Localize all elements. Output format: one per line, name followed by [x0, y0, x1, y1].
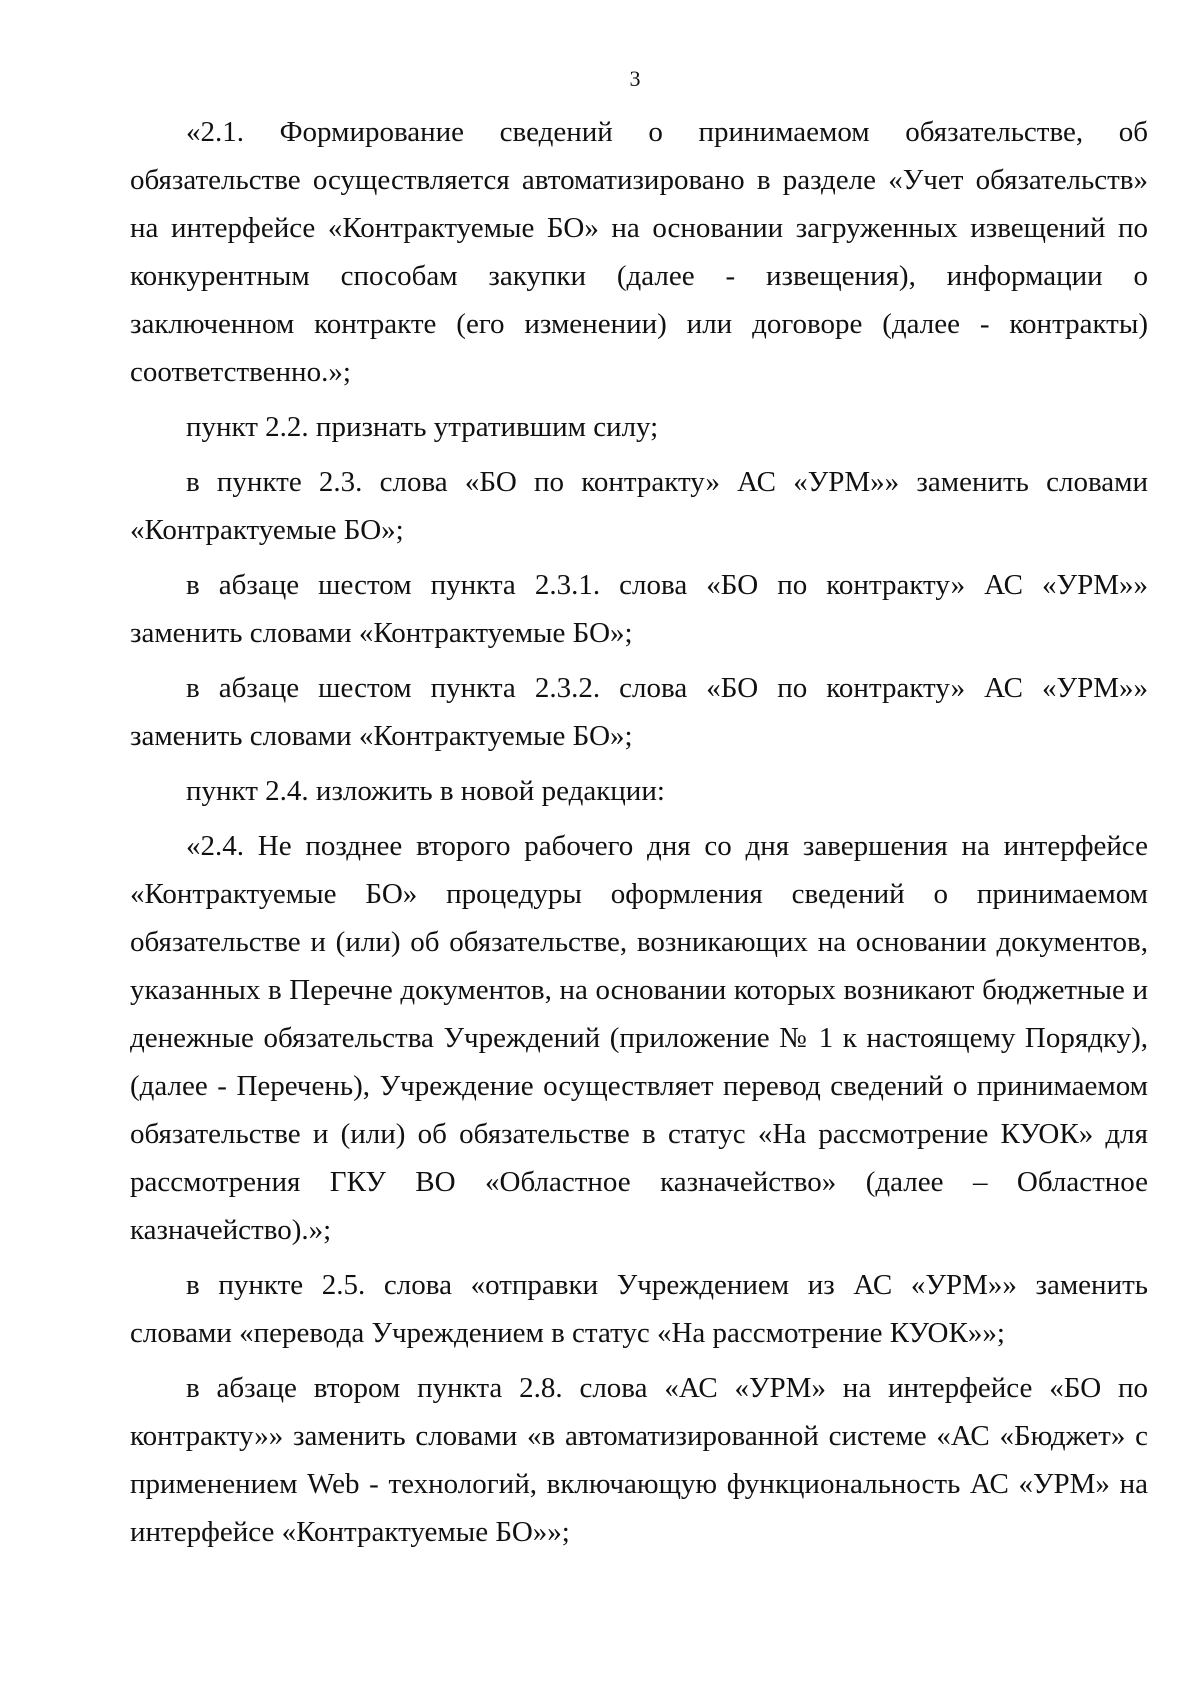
paragraph-2-4-intro: пункт 2.4. изложить в новой редакции: — [186, 775, 665, 807]
paragraph-2-2: пункт 2.2. признать утратившим силу; — [186, 411, 659, 443]
document-body — [130, 108, 1148, 1556]
page-number: 3 — [629, 66, 641, 91]
paragraph-2-3-1: в абзаце шестом пункта 2.3.1. слова «БО по контракту» АС «УРМ»» заменить словами «Контрактуемые БО»; — [130, 569, 1148, 649]
paragraph-2-3-2: в абзаце шестом пункта 2.3.2. слова «БО по контракту» АС «УРМ»» заменить словами «Контрактуемые БО»; — [130, 672, 1148, 752]
paragraph-2-1: «2.1. Формирование сведений о принимаемом обязательстве, об обязательстве осуществляется автоматизировано в разделе «Учет обязательств» на интерфейсе «Контрактуемые БО» на основании загруженных извещений по конкурентным способам закупки (далее - извещения), информации о заключенном контракте (его изменении) или договоре (далее - контракты) соответственно.»; — [130, 116, 1148, 388]
paragraph-2-4: «2.4. Не позднее второго рабочего дня со дня завершения на интерфейсе «Контрактуемые БО» процедуры оформления сведений о принимаемом обязательстве и (или) об обязательстве, возникающих на основании документов, указанных в Перечне документов, на основании которых возникают бюджетные и денежные обязательства Учреждений (приложение № 1 к настоящему Порядку), (далее - Перечень), Учреждение осуществляет перевод сведений о принимаемом обязательстве и (или) об обязательстве в статус «На рассмотрение КУОК» для рассмотрения ГКУ ВО «Областное казначейство» (далее – Областное казначейство).»; — [130, 830, 1148, 1246]
paragraph-2-5: в пункте 2.5. слова «отправки Учреждением из АС «УРМ»» заменить словами «перевода Учреждением в статус «На рассмотрение КУОК»»; — [130, 1269, 1148, 1349]
paragraph-2-8: в абзаце втором пункта 2.8. слова «АС «УРМ» на интерфейсе «БО по контракту»» заменить словами «в автоматизированной системе «АС «Бюджет» с применением Web - технологий, включающую функциональность АС «УРМ» на интерфейсе «Контрактуемые БО»»; — [130, 1372, 1148, 1548]
paragraph-2-3: в пункте 2.3. слова «БО по контракту» АС «УРМ»» заменить словами «Контрактуемые БО»; — [130, 466, 1148, 546]
